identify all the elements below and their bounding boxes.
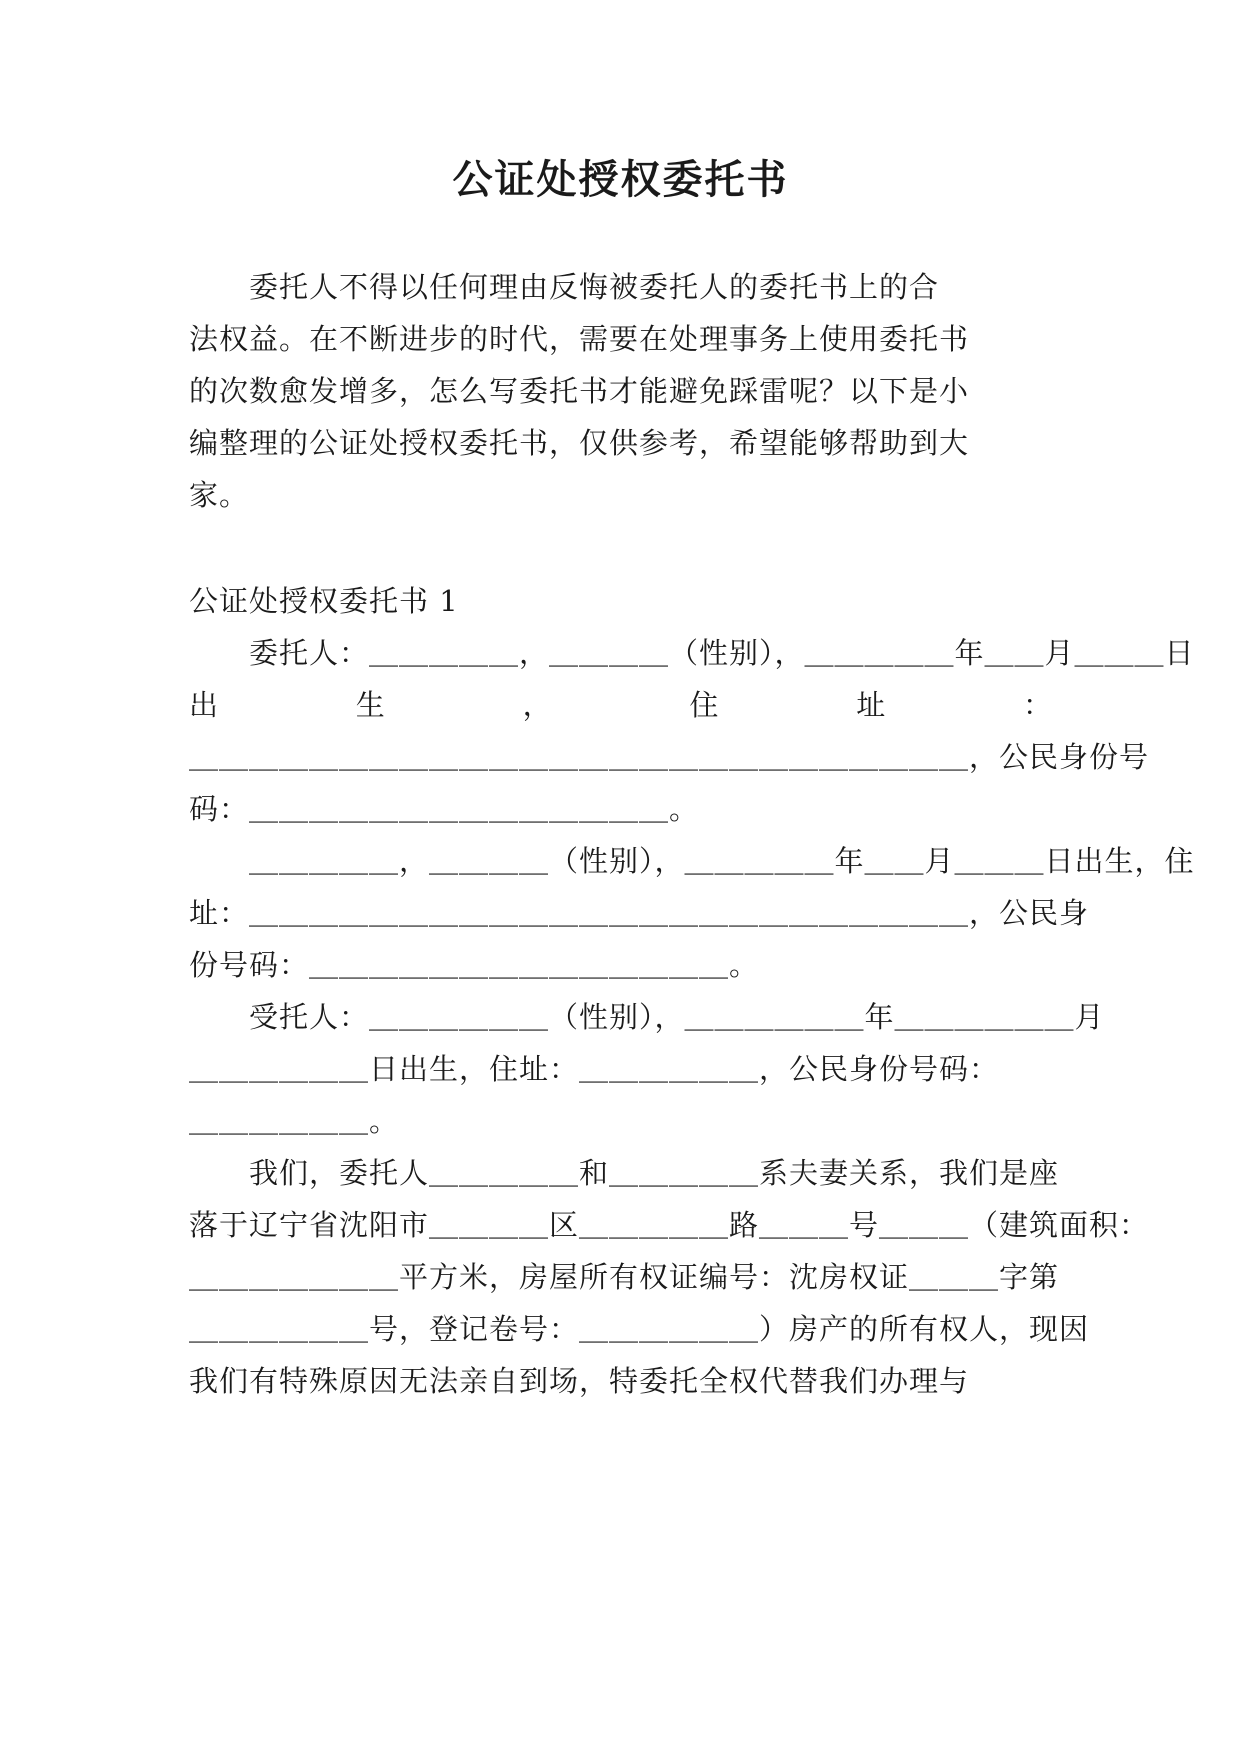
body-line: 我们有特殊原因无法亲自到场，特委托全权代替我们办理与 bbox=[189, 1364, 970, 1398]
body-line: ＿＿＿＿＿＿号，登记卷号：＿＿＿＿＿＿）房产的所有权人，现因 bbox=[189, 1312, 1090, 1346]
body-line: 受托人：＿＿＿＿＿＿（性别），＿＿＿＿＿＿年＿＿＿＿＿＿月 bbox=[189, 1000, 1105, 1034]
body-line: ＿＿＿＿＿＿日出生，住址：＿＿＿＿＿＿，公民身份号码： bbox=[189, 1052, 1000, 1086]
body-line: 我们，委托人＿＿＿＿＿和＿＿＿＿＿系夫妻关系，我们是座 bbox=[189, 1156, 1060, 1190]
intro-line: 委托人不得以任何理由反悔被委托人的委托书上的合 bbox=[189, 270, 940, 304]
body-line: 落于辽宁省沈阳市＿＿＿＿区＿＿＿＿＿路＿＿＿号＿＿＿（建筑面积： bbox=[189, 1208, 1150, 1242]
intro-line: 家。 bbox=[189, 478, 250, 512]
body-line: ＿＿＿＿＿＿。 bbox=[189, 1104, 400, 1138]
spread-char: 出 bbox=[189, 688, 220, 722]
intro-line: 的次数愈发增多，怎么写委托书才能避免踩雷呢？以下是小 bbox=[189, 374, 970, 408]
intro-line: 编整理的公证处授权委托书，仅供参考，希望能够帮助到大 bbox=[189, 426, 970, 460]
body-line-spread bbox=[189, 685, 1053, 725]
spread-char: 生 bbox=[355, 688, 386, 722]
body-line: ＿＿＿＿＿，＿＿＿＿（性别），＿＿＿＿＿年＿＿月＿＿＿日出生，住 bbox=[189, 844, 1195, 878]
body-line: ＿＿＿＿＿＿＿平方米，房屋所有权证编号：沈房权证＿＿＿字第 bbox=[189, 1260, 1060, 1294]
body-line: 份号码：＿＿＿＿＿＿＿＿＿＿＿＿＿＿。 bbox=[189, 948, 760, 982]
body-line: 址：＿＿＿＿＿＿＿＿＿＿＿＿＿＿＿＿＿＿＿＿＿＿＿＿，公民身 bbox=[189, 896, 1090, 930]
body-line: 码：＿＿＿＿＿＿＿＿＿＿＿＿＿＿。 bbox=[189, 792, 700, 826]
spread-char: 住 bbox=[689, 688, 720, 722]
section-heading: 公证处授权委托书 1 bbox=[189, 584, 459, 618]
intro-line: 法权益。在不断进步的时代，需要在处理事务上使用委托书 bbox=[189, 322, 970, 356]
spread-char: ： bbox=[1022, 688, 1053, 722]
spread-char: 址 bbox=[856, 688, 887, 722]
body-line: 委托人：＿＿＿＿＿，＿＿＿＿（性别），＿＿＿＿＿年＿＿月＿＿＿日 bbox=[189, 636, 1195, 670]
spread-char: ， bbox=[522, 688, 553, 722]
document-title: 公证处授权委托书 bbox=[452, 157, 789, 203]
body-line: ＿＿＿＿＿＿＿＿＿＿＿＿＿＿＿＿＿＿＿＿＿＿＿＿＿＿，公民身份号 bbox=[189, 740, 1150, 774]
